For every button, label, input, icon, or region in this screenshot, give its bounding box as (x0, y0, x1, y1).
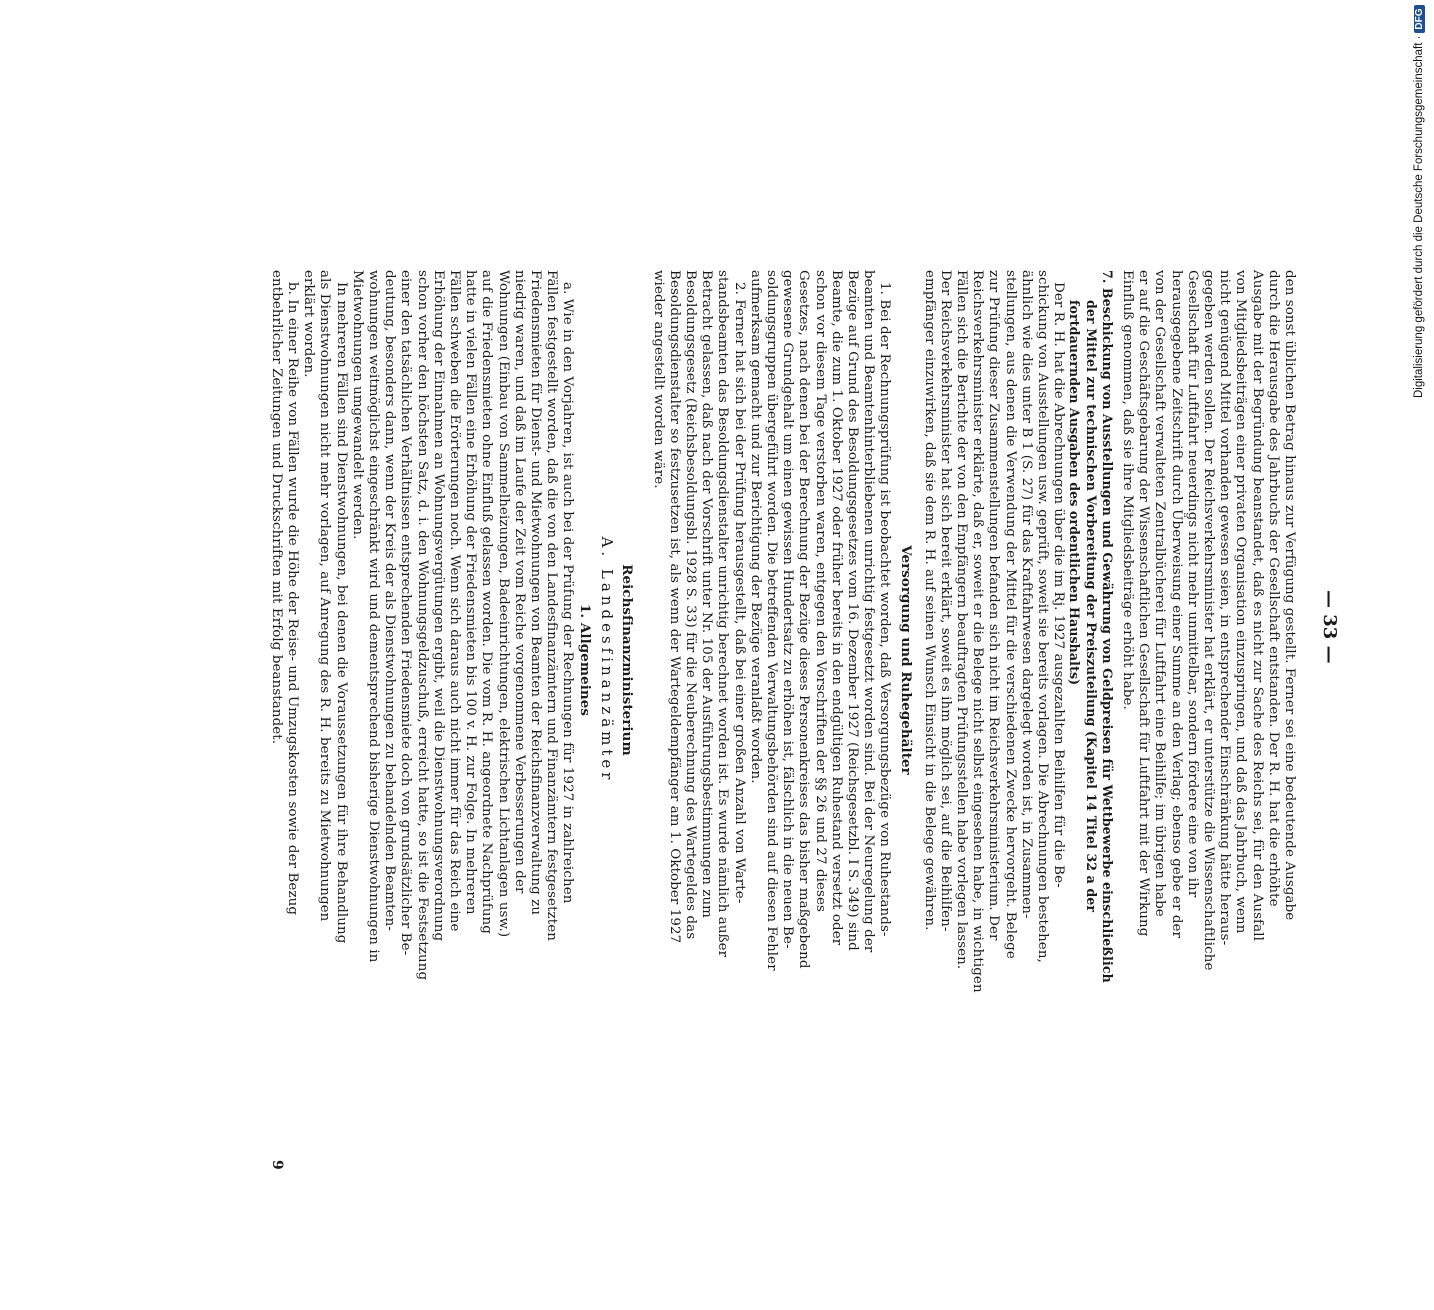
paragraph-line: gewesene Grundgehalt um einen gewissen Hundertsatz zu erhöhen ist, fälschlich in die neuen Be- (780, 270, 796, 949)
credit-text: Digitalisierung gefördert durch die Deutsche Forschungsgemeinschaft · (1413, 35, 1425, 398)
paragraph-line: nicht genügend Mittel vorhanden gewesen seien, in entsprechender Einschränkung hätte heraus- (1217, 270, 1233, 946)
paragraph-line: niedrig waren, und daß im Laufe der Zeit vom Reiche vorgenommene Verbesserungen der (511, 270, 527, 894)
paragraph-line: Gesetzes, nach denen bei der Berechnung der Bezüge dieses Personenkreises das bisher maßgebend (796, 270, 812, 969)
paragraph-line: erklärt worden. (301, 270, 317, 378)
paragraph-line: stellungen, aus denen die Verwendung der Mittel für die verschiedenen Zwecke hervorgeht. Belege (1002, 270, 1018, 959)
paragraph-line: Erhöhung der Einnahmen an Wohnungsvergütungen ergibt, weil die Dienstwohnungsverordnung (430, 270, 446, 942)
paragraph-line: Fällen sich die Berichte der von den Empfängern beauftragten Prüfungsstellen habe vorlegen lassen. (954, 270, 969, 970)
paragraph-line: Der Reichsverkehrsminister hat sich bereit erklärt, soweit es ihm möglich sei, auf die Beihilfen- (937, 270, 953, 932)
paragraph-line: 1. Bei der Rechnungsprüfung ist beobachtet worden, daß Versorgungsbezüge von Ruhestands- (877, 282, 893, 937)
page-number: 9 (268, 1160, 285, 1170)
ministry-heading: Reichsfinanzministerium (619, 564, 636, 756)
paragraph-line: aufmerksam gemacht und zur Berichtigung der Bezüge veranlaßt worden. (747, 270, 763, 784)
paragraph-line: empfänger einzuwirken, daß sie dem R. H. auf seinen Wunsch Einsicht in die Belege gewähren. (921, 270, 937, 931)
paragraph-line: Betracht gelassen, daß nach der Vorschrift unter Nr. 105 der Ausführungsbestimmungen zum (699, 270, 715, 918)
paragraph-line: schon vor diesem Tage verstorben waren, entgegen den Vorschriften der §§ 26 und 27 dieses (812, 270, 828, 912)
section-heading: der Mittel zur technischen Vorbereitung der Preiszuteilung (Kapitel 14 Titel 32 a der (1083, 300, 1099, 913)
paragraph-line: In mehreren Fällen sind Dienstwohnungen, bei denen die Voraussetzungen für ihre Behandlung (333, 282, 349, 944)
dfg-logo: DFG (1414, 5, 1425, 32)
paragraph-line: schickung von Ausstellungen usw. geprüft, soweit sie bereits vorlagen. Die Abrechnungen bestehen, (1035, 270, 1050, 963)
paragraph-line: b. In einer Reihe von Fällen wurde die Höhe der Reise- und Umzugskosten sowie der Bezug (285, 282, 300, 915)
paragraph-line: durch die Herausgabe des Jahrbuchs der Gesellschaft entstanden. Der R. H. hat die erhöhte (1265, 270, 1281, 907)
paragraph-line: er auf die Geschäftsgebarung der Wissenschaftlichen Gesellschaft für Luftfahrt mit der Wirkung (1136, 270, 1152, 937)
paragraph-line: Bezüge auf Grund des Besoldungsgesetzes vom 16. Dezember 1927 (Reichsgesetzbl. I S. 349) sind (845, 270, 860, 951)
paragraph-line: wohnungen weitmöglichst eingeschränkt wird und dementsprechend bisherige Dienstwohnungen in (366, 270, 381, 963)
paragraph-line: zur Prüfung dieser Zusammenstellungen befanden sich nicht im Reichsverkehrsministerium. Der (986, 270, 1002, 941)
paragraph-line: einer den tatsächlichen Verhältnissen entsprechenden Friedensmiete doch von grundsätzlicher Be- (398, 270, 414, 956)
paragraph-line: herausgegebene Zeitschrift durch Überweisung einer Summe an den Verlag; ebenso gebe er der (1168, 270, 1184, 939)
section-heading: fortdauernden Ausgaben des ordentlichen Haushalts) (1067, 300, 1083, 686)
paragraph-line: Gesellschaft für Luftfahrt neuerdings nicht mehr unmittelbar, sondern fördere eine von ihr (1184, 270, 1200, 898)
paragraph-line: Fällen schweben die Erörterungen noch. Wenn sich daraus auch nicht immer für das Reich eine (447, 270, 462, 932)
paragraph-line: Friedensmieten für Dienst- und Mietwohnungen von Beamten der Reichsfinanzverwaltung zu (528, 270, 543, 916)
paragraph-line: den sonst üblichen Betrag hinaus zur Verfügung gestellt. Ferner sei eine bedeutende Ausgabe (1282, 270, 1297, 921)
digitization-credit (1408, 8, 1428, 398)
paragraph-line: Einfluß genommen, daß sie ihre Mitgliedsbeiträge erhöht habe. (1120, 270, 1135, 710)
page-header: — 33 — (1319, 590, 1340, 664)
paragraph-line: Besoldungsgesetz (Reichsbesoldungsbl. 1928 S. 33) für die Neuberechnung des Wartegeldes das (683, 270, 698, 940)
paragraph-line: Besoldungsdienstalter so festzusetzen ist, als wenn der Wartegeldempfänger am 1. Oktober 1927 (666, 270, 682, 944)
subsection-heading: 1. Allgemeines (577, 603, 594, 717)
paragraph-line: entbehrlicher Zeitungen und Druckschriften mit Erfolg beanstandet. (268, 270, 284, 745)
paragraph-line: als Dienstwohnungen nicht mehr vorlagen, auf Anregung des R. H. bereits zu Mietwohnungen (317, 270, 333, 922)
section-heading: 7. Beschickung von Ausstellungen und Gewährung von Geldpreisen für Wettbewerbe einschließlich (1099, 270, 1115, 983)
paragraph-line: Fällen festgestellt worden, daß die von den Landesfinanzämtern und Finanzämtern festgesetzten (544, 270, 560, 941)
paragraph-line: Der R. H. hat die Abrechnungen über die im Rj. 1927 ausgezahlten Beihilfen für die Be- (1051, 282, 1067, 888)
subsection-heading: A. Landesfinanzämter (598, 536, 617, 784)
paragraph-line: auf die Friedensmieten ohne Einfluß gelassen worden. Die vom R. H. angeordnete Nachprüfung (479, 270, 495, 934)
paragraph-line: von Mitgliedsbeiträgen einer privaten Organisation einzuspringen, und daß das Jahrbuch, wenn (1233, 270, 1249, 934)
paragraph-line: schon vorher den höchsten Satz, d. i. den Wohnungsgeldzuschuß, erreicht hatte, so ist die Festsetzung (414, 270, 430, 981)
paragraph-line: beamten und Beamtenhinterbliebenen unrichtig festgesetzt worden sind. Bei der Neuregelung der (861, 270, 877, 953)
paragraph-line: standsbeamten das Besoldungsdienstalter unrichtig berechnet worden ist. Es wurde nämlich außer (715, 270, 731, 958)
paragraph-line: gegeben werden sollen. Der Reichsverkehrsminister hat erklärt, er unterstütze die Wissenschaftliche (1201, 270, 1216, 971)
section-heading: Versorgung und Ruhegehälter (898, 545, 915, 775)
paragraph-line: hatte in vielen Fällen eine Erhöhung der Friedensmieten bis 100 v. H. zur Folge. In mehreren (463, 270, 479, 915)
paragraph-line: ähnlich wie dies unter B 1 (S. 27) für das Kraftfahrwesen dargelegt worden ist, in Zusammen- (1018, 270, 1034, 919)
paragraph-line: wieder angestellt worden wäre. (650, 270, 666, 489)
paragraph-line: deutung, besonders dann, wenn der Kreis der als Dienstwohnungen zu behandelnden Beamten- (382, 270, 398, 931)
paragraph-line: Ausgabe mit der Begründung beanstandet, daß es nicht zur Sache des Reichs sei, für den Ausfall (1249, 270, 1265, 941)
rotated-page-content (268, 120, 1340, 1310)
paragraph-line: Wohnungen (Einbau von Sammelheizungen, Badeeinrichtungen, elektrischen Lichtanlagen usw.) (495, 270, 511, 938)
paragraph-line: Mietwohnungen umgewandelt werden. (349, 270, 365, 540)
paragraph-line: Beamte, die zum 1. Oktober 1927 oder früher bereits in den endgültigen Ruhestand versetzt oder (828, 270, 844, 946)
paragraph-line: Reichsverkehrsminister erklärte, daß er, soweit er die Belege nicht selbst eingesehen habe, in wichtigen (970, 270, 986, 993)
paragraph-line: soldungsgruppen übergeführt worden. Die betreffenden Verwaltungsbehörden sind auf diesen Fehler (764, 270, 779, 971)
paragraph-line: 2. Ferner hat sich bei der Prüfung herausgestellt, daß bei einer großen Anzahl von Warte- (731, 282, 747, 904)
paragraph-line: a. Wie in den Vorjahren, ist auch bei der Prüfung der Rechnungen für 1927 in zahlreichen (560, 282, 576, 904)
paragraph-line: von der Gesellschaft verwalteten Zentralbücherei für Luftfahrt eine Beihilfe; im übrigen habe (1152, 270, 1168, 917)
